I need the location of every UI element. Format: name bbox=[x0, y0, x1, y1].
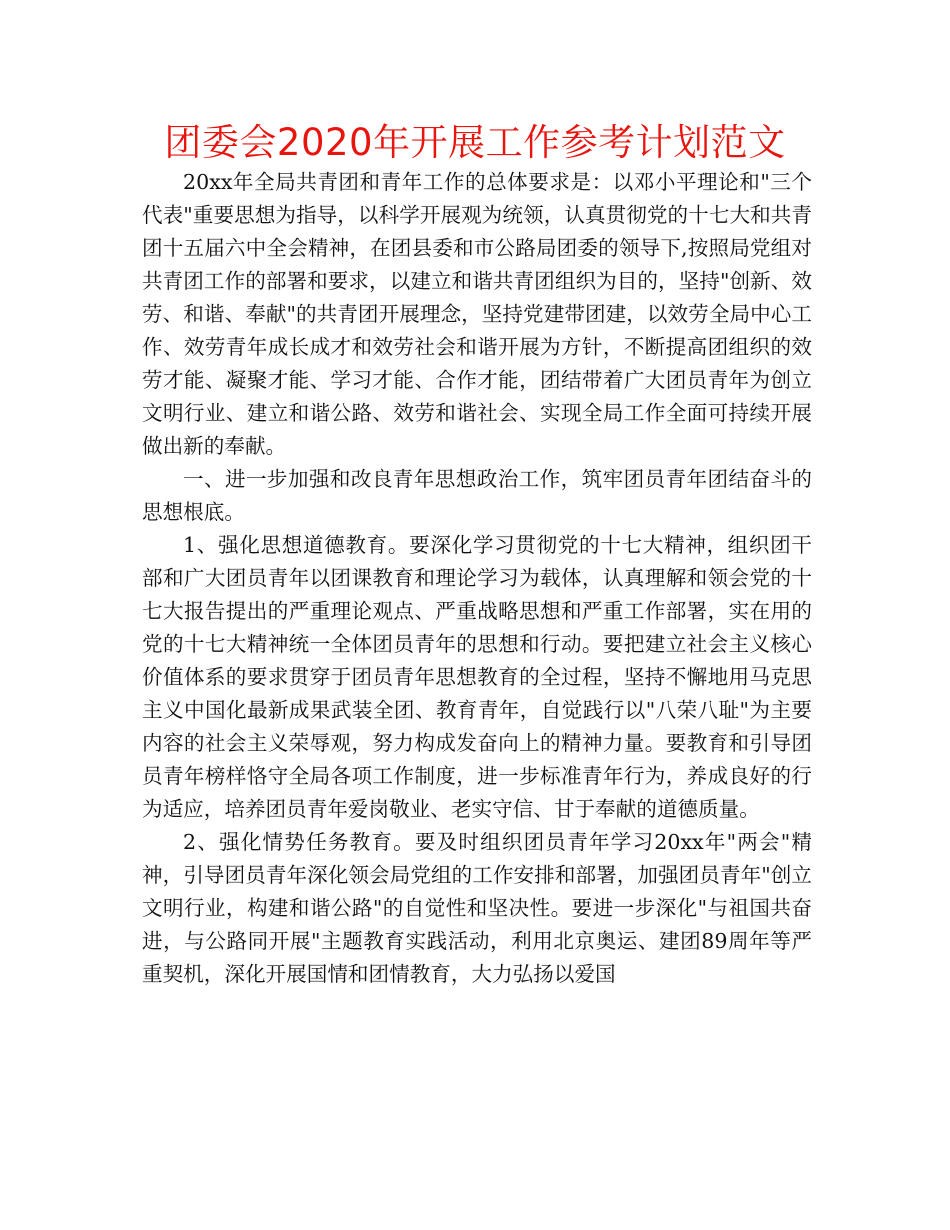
document-title: 团委会2020年开展工作参考计划范文 bbox=[164, 121, 786, 164]
paragraph-item-2: 2、强化情势任务教育。要及时组织团员青年学习20xx年"两会"精神，引导团员青年深化领会局党组的工作安排和部署，加强团员青年"创立文明行业，构建和谐公路"的自觉性和坚决性。要进一步深化"与祖国共奋进，与公路同开展"主题教育实践活动，利用北京奥运、建团89周年等严重契机，深化开展国情和团情教育，大力弘扬以爱国 bbox=[142, 830, 812, 986]
paragraph-intro: 20xx年全局共青团和青年工作的总体要求是：以邓小平理论和"三个代表"重要思想为指导，以科学开展观为统领，认真贯彻党的十七大和共青团十五届六中全会精神，在团县委和市公路局团委的领导下,按照局党组对共青团工作的部署和要求，以建立和谐共青团组织为目的，坚持"创新、效劳、和谐、奉献"的共青团开展理念，坚持党建带团建，以效劳全局中心工作、效劳青年成长成才和效劳社会和谐开展为方针，不断提高团组织的效劳才能、凝聚才能、学习才能、合作才能，团结带着广大团员青年为创立文明行业、建立和谐公路、效劳和谐社会、实现全局工作全面可持续开展做出新的奉献。 bbox=[142, 170, 812, 458]
document-body bbox=[142, 166, 812, 991]
paragraph-section-1-heading: 一、进一步加强和改良青年思想政治工作，筑牢团员青年团结奋斗的思想根底。 bbox=[142, 467, 812, 524]
paragraph-item-1: 1、强化思想道德教育。要深化学习贯彻党的十七大精神，组织团干部和广大团员青年以团课教育和理论学习为载体，认真理解和领会党的十七大报告提出的严重理论观点、严重战略思想和严重工作部署，实在用的党的十七大精神统一全体团员青年的思想和行动。要把建立社会主义核心价值体系的要求贯穿于团员青年思想教育的全过程，坚持不懈地用马克思主义中国化最新成果武装全团、教育青年，自觉践行以"八荣八耻"为主要内容的社会主义荣辱观，努力构成发奋向上的精神力量。要教育和引导团员青年榜样恪守全局各项工作制度，进一步标准青年行为，养成良好的行为适应，培养团员青年爱岗敬业、老实守信、甘于奉献的道德质量。 bbox=[142, 533, 812, 821]
